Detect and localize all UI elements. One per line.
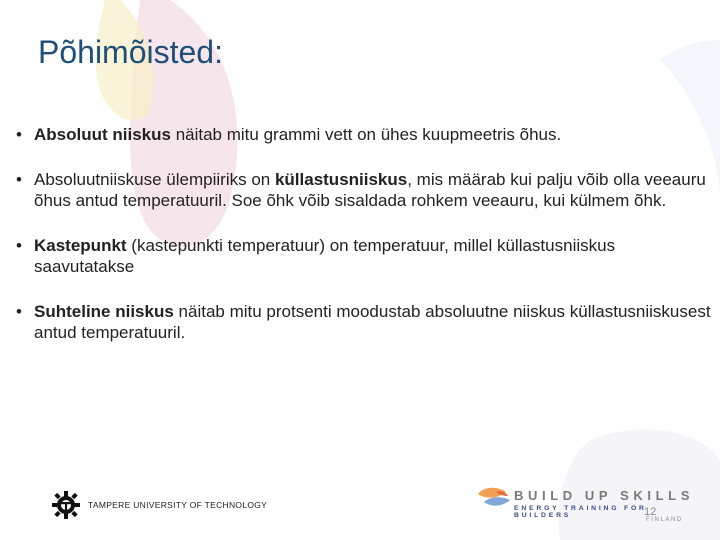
bullet-marker: •	[16, 170, 22, 189]
build-up-skills-title: BUILD UP SKILLS	[514, 488, 694, 503]
bullet-text-post: näitab mitu grammi vett on ühes kuupmeetris õhus.	[170, 125, 562, 144]
bullet-text-pre: Absoluutniiskuse ülempiiriks on	[34, 170, 275, 189]
bullet-term: küllastusniiskus	[274, 170, 408, 189]
university-logo	[52, 490, 267, 520]
bullet-marker: •	[16, 236, 22, 255]
bullet-item-dew-point	[14, 235, 714, 277]
bullet-marker: •	[16, 125, 22, 144]
university-name: TAMPERE UNIVERSITY OF TECHNOLOGY	[88, 500, 268, 510]
bullet-item-relative-humidity	[14, 301, 714, 343]
build-up-skills-country: FINLAND	[646, 517, 683, 523]
page-number: 12	[644, 506, 657, 518]
build-up-skills-logo-icon	[476, 484, 516, 514]
bullet-marker: •	[16, 302, 22, 321]
bullet-term: Suhteline niiskus	[34, 302, 174, 321]
bullet-list	[14, 124, 714, 367]
bullet-text-post: , mis määrab kui palju võib olla veeauru õhus antud temperatuuril. Soe õhk võib sisaldada rohkem veeauru, kui külmem õhk.	[34, 170, 706, 210]
bullet-item-saturation	[14, 169, 714, 211]
bullet-text-post: (kastepunkti temperatuur) on temperatuur, millel küllastusniiskus saavutatakse	[34, 236, 616, 276]
bullet-item-absolute-humidity	[14, 124, 714, 145]
bullet-term: Absoluut niiskus	[34, 125, 171, 144]
build-up-skills-logo	[476, 484, 696, 530]
page-title: Põhimõisted:	[38, 34, 223, 70]
bullet-text-post: näitab mitu protsenti moodustab absoluutne niiskus küllastusniiskusest antud temperatuuril.	[34, 302, 711, 342]
bullet-term: Kastepunkt	[34, 236, 127, 255]
build-up-skills-subtitle: ENERGY TRAINING FOR BUILDERS	[514, 505, 647, 519]
gear-logo-icon	[52, 490, 80, 520]
